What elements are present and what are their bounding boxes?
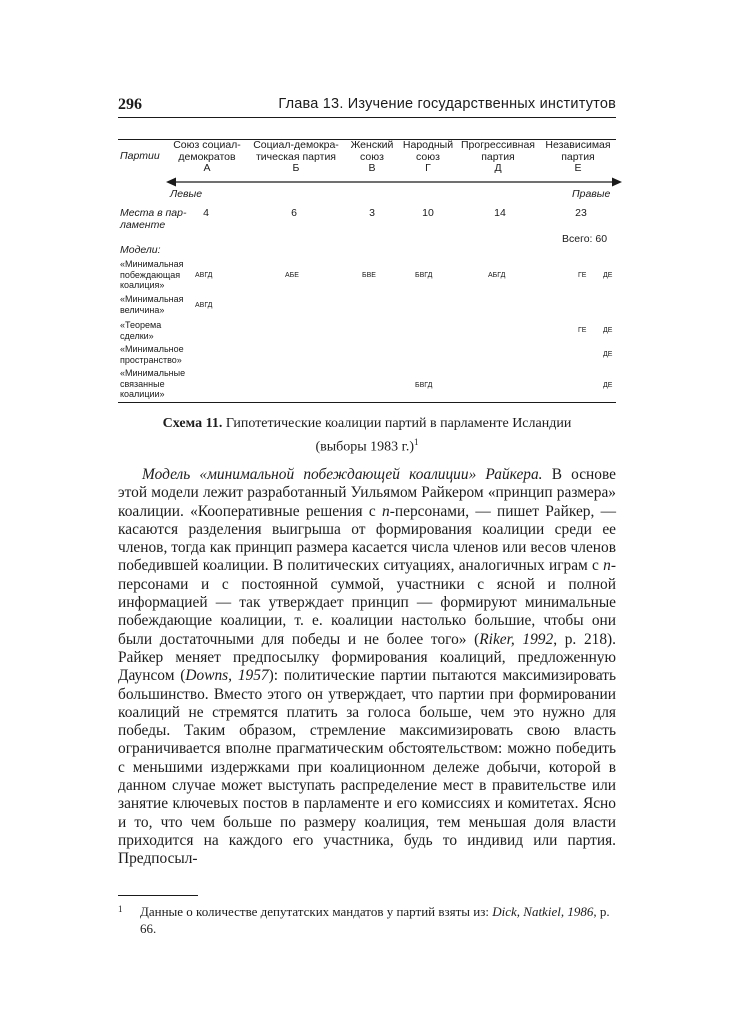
model1-col-a: АВГД [195,272,213,279]
seats-b: 6 [291,207,297,219]
citation-dick-natkiel: Dick, Natkiel, 1986 [492,904,594,919]
caption-label: Схема 11. [162,416,223,431]
running-header [118,95,616,118]
seats-g: 10 [422,207,434,219]
right-label: Правые [572,188,611,200]
seats-label: Места в пар- ламенте [120,207,187,231]
model1-col-b: АБЕ [285,272,299,279]
citation-riker: Riker, 1992 [479,630,554,648]
model-minimal-range: «Минимальное пространство» [120,344,184,365]
citation-downs: Downs, 1957 [185,667,269,685]
seats-e: 23 [575,207,587,219]
model-minimal-size: «Минимальная величина» [120,294,184,315]
party-d: Прогрессивная партия Д [460,139,535,174]
model1-col-g: БВГД [415,272,433,279]
body-text [118,466,616,869]
party-v: Женский союз В [350,139,394,174]
footnote: 1 Данные о количестве депутатских мандатов у партий взяты из: Dick, Natkiel, 1986, p. 66. [118,903,616,937]
running-title: Глава 13. Изучение государственных институтов [278,96,616,112]
footnote-rule [118,895,198,896]
seats-d: 14 [494,207,506,219]
scheme-caption [118,415,616,457]
caption-text-2: (выборы 1983 г.) [315,439,415,455]
model-minimal-connected: «Минимальные связанные коалиции» [120,368,186,399]
party-e: Независимая партия Е [545,139,611,174]
model1-col-d: АБГД [488,272,506,279]
models-label: Модели: [120,244,161,256]
left-label: Левые [170,188,203,200]
scheme-bottom-rule [118,402,616,403]
party-g: Народный союз Г [402,139,454,174]
seats-total: Всего: 60 [562,233,608,245]
model-minimal-winning: «Минимальная побеждающая коалиция» [120,259,184,290]
page-number: 296 [118,96,142,113]
model5-col-e2: ДЕ [603,382,613,389]
paragraph: Модель «минимальной побеждающей коалиции» Райкера. В основе этой модели лежит разработанный Уильямом Райкером «принцип размера» коалиции. «Кооперативные решения с n-персонами, — пишет Райкер, — касаются разделения выигрыша от формирования коалиции среди ее членов, тогда как принцип размера касается числа членов или весов членов победившей коалиции. В политических ситуациях, аналогичных играм с n-персонами и с постоянной суммой, участники с ясной и полной информацией — так утверждает принцип — формируют минимальные побеждающие коалиции, т. е. коалиции настолько большие, чтобы они были достаточными для победы и не более того» (Riker, 1992, p. 218). Райкер меняет предпосылку формирования коалиций, предложенную Даунсом (Downs, 1957): политические партии пытаются максимизировать большинство. Вместо этого он утверждает, что партии при формировании коалиций не стремятся платить за голоса больше, чем это нужно для победы. Таким образом, стремление максимизировать свою власть ограничивается вполне прагматическим обстоятельством: можно победить с меньшими издержками при коалиционном дележе добычи, которой в данном случае может выступать распределение мест в правительстве или занятие ключевых постов в парламенте и его комиссиях и комитетах. Ясно и то, что чем больше по размеру коалиция, тем меньшая доля власти приходится на каждого его участника, будь то индивид или партия. Предпосыл- [118,466,617,868]
model2-col-a: АВГД [195,302,213,309]
model1-col-e2: ДЕ [603,272,613,279]
model4-col-e2: ДЕ [603,351,613,358]
parties-label: Партии [120,150,160,162]
caption-footnote-mark: 1 [414,437,419,447]
model-bargaining: «Теорема сделки» [120,320,162,341]
party-b: Социал-демокра- тическая партия Б [253,139,339,174]
caption-text: Гипотетические коалиции партий в парламенте Исландии [225,416,572,431]
model3-col-e1: ГЕ [578,327,587,334]
left-right-axis-arrow [166,176,622,188]
section-heading-italic: Модель «минимальной побеждающей коалиции» Райкера. [142,466,543,483]
footnote-mark: 1 [118,904,123,914]
model1-col-v: БВЕ [362,272,376,279]
seats-a: 4 [203,207,209,219]
model5-col-g: БВГД [415,382,433,389]
model3-col-e2: ДЕ [603,327,613,334]
party-a: Союз социал- демократов А [173,139,241,174]
model1-col-e1: ГЕ [578,272,587,279]
seats-v: 3 [369,207,375,219]
